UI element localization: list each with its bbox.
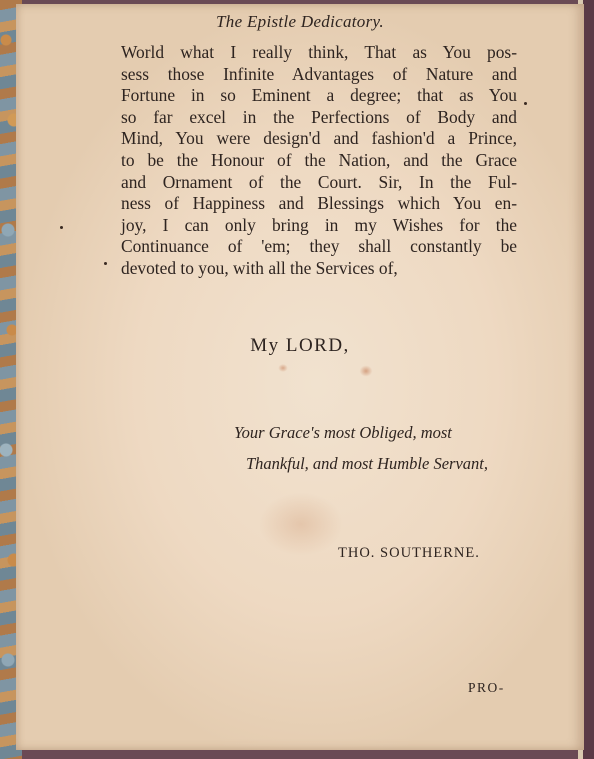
ink-speck (60, 226, 63, 229)
ink-speck (104, 262, 107, 265)
body-line: and Ornament of the Court. Sir, In the Ful- (121, 171, 517, 192)
dedication-body (121, 42, 517, 280)
salutation: My LORD, (250, 335, 350, 356)
body-line: devoted to you, with all the Services of, (121, 257, 398, 278)
closing-line-2: Thankful, and most Humble Servant, (246, 454, 488, 473)
body-line: so far excel in the Perfections of Body and (121, 106, 517, 127)
body-line: to be the Honour of the Nation, and the Grace (121, 149, 517, 170)
body-line: Mind, You were design'd and fashion'd a Prince, (121, 128, 517, 149)
signer-name: THO. SOUTHERNE. (338, 545, 480, 561)
body-line: ness of Happiness and Blessings which You en- (121, 193, 517, 214)
catchword: PRO- (468, 680, 505, 695)
running-head: The Epistle Dedicatory. (216, 12, 384, 31)
body-line: joy, I can only bring in my Wishes for the (121, 214, 517, 235)
body-line: Fortune in so Eminent a degree; that as You (121, 85, 517, 106)
book-page (16, 4, 584, 750)
body-line: Continuance of 'em; they shall constantly be (121, 236, 517, 257)
closing-line-1: Your Grace's most Obliged, most (234, 423, 452, 442)
ink-speck (524, 102, 527, 105)
body-line: sess those Infinite Advantages of Nature and (121, 63, 517, 84)
body-line: World what I really think, That as You pos- (121, 42, 517, 62)
